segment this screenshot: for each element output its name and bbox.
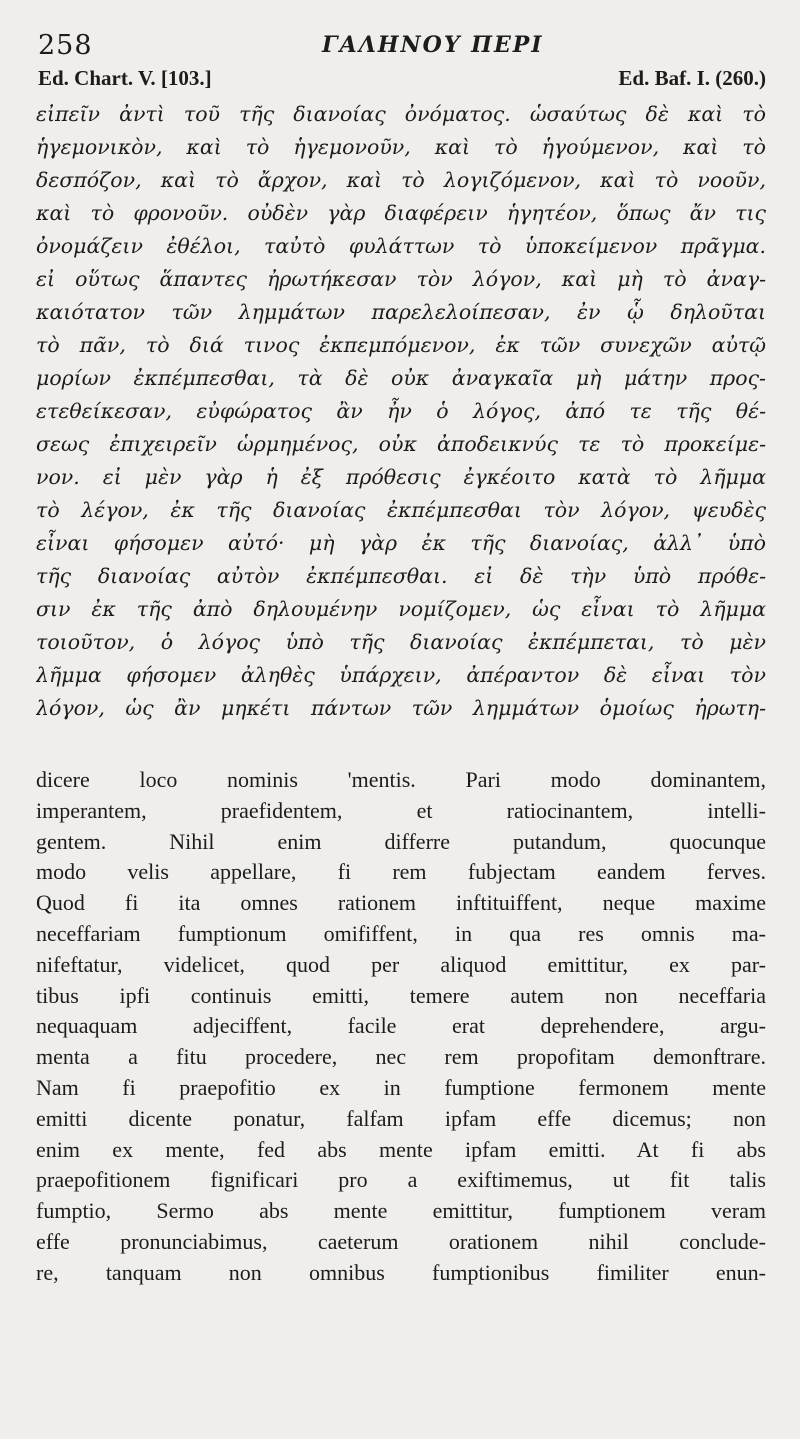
greek-text-line: ὀνομάζειν ἐθέλοι, ταὐτὸ φυλάττων τὸ ὑποκείμενον πρᾶγμα. <box>36 234 766 258</box>
greek-text-line: τὸ λέγον, ἐκ τῆς διανοίας ἐκπέμπεσθαι τὸν λόγον, ψευδὲς <box>36 498 766 522</box>
greek-text-line: εἶναι φήσομεν αὐτό· μὴ γὰρ ἐκ τῆς διανοίας, ἀλλ᾽ ὑπὸ <box>36 531 766 555</box>
running-head <box>36 22 766 64</box>
greek-text-line: νον. εἰ μὲν γὰρ ἡ ἐξ πρόθεσις ἐγκέοιτο κατὰ τὸ λῆμμα <box>36 465 766 489</box>
greek-text-line: ετεθείκεσαν, εὐφώρατος ἂν ἦν ὁ λόγος, ἀπό τε τῆς θέ- <box>36 399 766 423</box>
greek-text-line: τὸ πᾶν, τὸ διά τινος ἐκπεμπόμενον, ἐκ τῶν συνεχῶν αὐτῷ <box>36 333 766 357</box>
greek-text-line: τοιοῦτον, ὁ λόγος ὑπὸ τῆς διανοίας ἐκπέμπεται, τὸ μὲν <box>36 630 766 654</box>
greek-text-line: λῆμμα φήσομεν ἀληθὲς ὑπάρχειν, ἀπέραντον δὲ εἶναι τὸν <box>36 663 766 687</box>
greek-text-line: καιότατον τῶν λημμάτων παρελελοίπεσαν, ἐν ᾧ δηλοῦται <box>36 300 766 324</box>
latin-text-line: re, tanquam non omnibus fumptionibus fimiliter enun- <box>36 1259 766 1285</box>
edition-reference-line <box>36 64 766 98</box>
latin-text-line: modo velis appellare, fi rem fubjectam eandem ferves. <box>36 859 766 885</box>
greek-text-line: μορίων ἐκπέμπεσθαι, τὰ δὲ οὐκ ἀναγκαῖα μὴ μάτην προς- <box>36 366 766 390</box>
latin-text-line: enim ex mente, fed abs mente ipfam emitti. At fi abs <box>36 1136 766 1162</box>
latin-text-line: imperantem, praefidentem, et ratiocinantem, intelli- <box>36 797 766 823</box>
page-number: 258 <box>38 30 93 61</box>
greek-text-line: λόγον, ὡς ἂν μηκέτι πάντων τῶν λημμάτων ὁμοίως ἠρωτη- <box>36 696 766 720</box>
latin-text-line: nifeftatur, videlicet, quod per aliquod emittitur, ex par- <box>36 951 766 977</box>
edition-reference-basel: Ed. Baf. I. (260.) <box>618 66 766 90</box>
greek-text <box>36 98 766 725</box>
greek-text-line: καὶ τὸ φρονοῦν. οὐδὲν γὰρ διαφέρειν ἡγητέον, ὅπως ἄν τις <box>36 201 766 225</box>
greek-text-line: εἰπεῖν ἀντὶ τοῦ τῆς διανοίας ὀνόματος. ὡσαύτως δὲ καὶ τὸ <box>36 102 766 126</box>
latin-text-line: Nam fi praepofitio ex in fumptione fermonem mente <box>36 1074 766 1100</box>
greek-text-line: ἡγεμονικὸν, καὶ τὸ ἡγεμονοῦν, καὶ τὸ ἡγούμενον, καὶ τὸ <box>36 135 766 159</box>
latin-text-line: tibus ipfi continuis emitti, temere autem non neceffaria <box>36 982 766 1008</box>
greek-text-line: τῆς διανοίας αὐτὸν ἐκπέμπεσθαι. εἰ δὲ τὴν ὑπὸ πρόθε- <box>36 564 766 588</box>
latin-text-line: gentem. Nihil enim differre putandum, quocunque <box>36 828 766 854</box>
running-title: ΓΑΛΗΝΟΥ ΠΕΡΙ <box>322 32 544 58</box>
latin-text-line: fumptio, Sermo abs mente emittitur, fumptionem veram <box>36 1198 766 1224</box>
latin-text-line: menta a fitu procedere, nec rem propofitam demonftrare. <box>36 1044 766 1070</box>
section-gap <box>36 725 766 765</box>
greek-text-line: σεως ἐπιχειρεῖν ὡρμημένος, οὐκ ἀποδεικνύς τε τὸ προκείμε- <box>36 432 766 456</box>
latin-text-line: neceffariam fumptionum omififfent, in qua res omnis ma- <box>36 920 766 946</box>
greek-text-line: σιν ἐκ τῆς ἀπὸ δηλουμένην νομίζομεν, ὡς εἶναι τὸ λῆμμα <box>36 597 766 621</box>
latin-text-line: effe pronunciabimus, caeterum orationem nihil conclude- <box>36 1228 766 1254</box>
latin-text-line: emitti dicente ponatur, falfam ipfam effe dicemus; non <box>36 1105 766 1131</box>
latin-text-line: Quod fi ita omnes rationem inftituiffent, neque maxime <box>36 890 766 916</box>
edition-reference-chartier: Ed. Chart. V. [103.] <box>38 66 212 90</box>
greek-text-line: δεσπόζον, καὶ τὸ ἄρχον, καὶ τὸ λογιζόμενον, καὶ τὸ νοοῦν, <box>36 168 766 192</box>
latin-text-line: nequaquam adjeciffent, facile erat deprehendere, argu- <box>36 1013 766 1039</box>
latin-text-line: praepofitionem fignificari pro a exiftimemus, ut fit talis <box>36 1167 766 1193</box>
latin-text-line: dicere loco nominis 'mentis. Pari modo dominantem, <box>36 767 766 792</box>
greek-text-line: εἰ οὕτως ἅπαντες ἠρωτήκεσαν τὸν λόγον, καὶ μὴ τὸ ἀναγ- <box>36 267 766 291</box>
latin-translation <box>36 765 766 1289</box>
